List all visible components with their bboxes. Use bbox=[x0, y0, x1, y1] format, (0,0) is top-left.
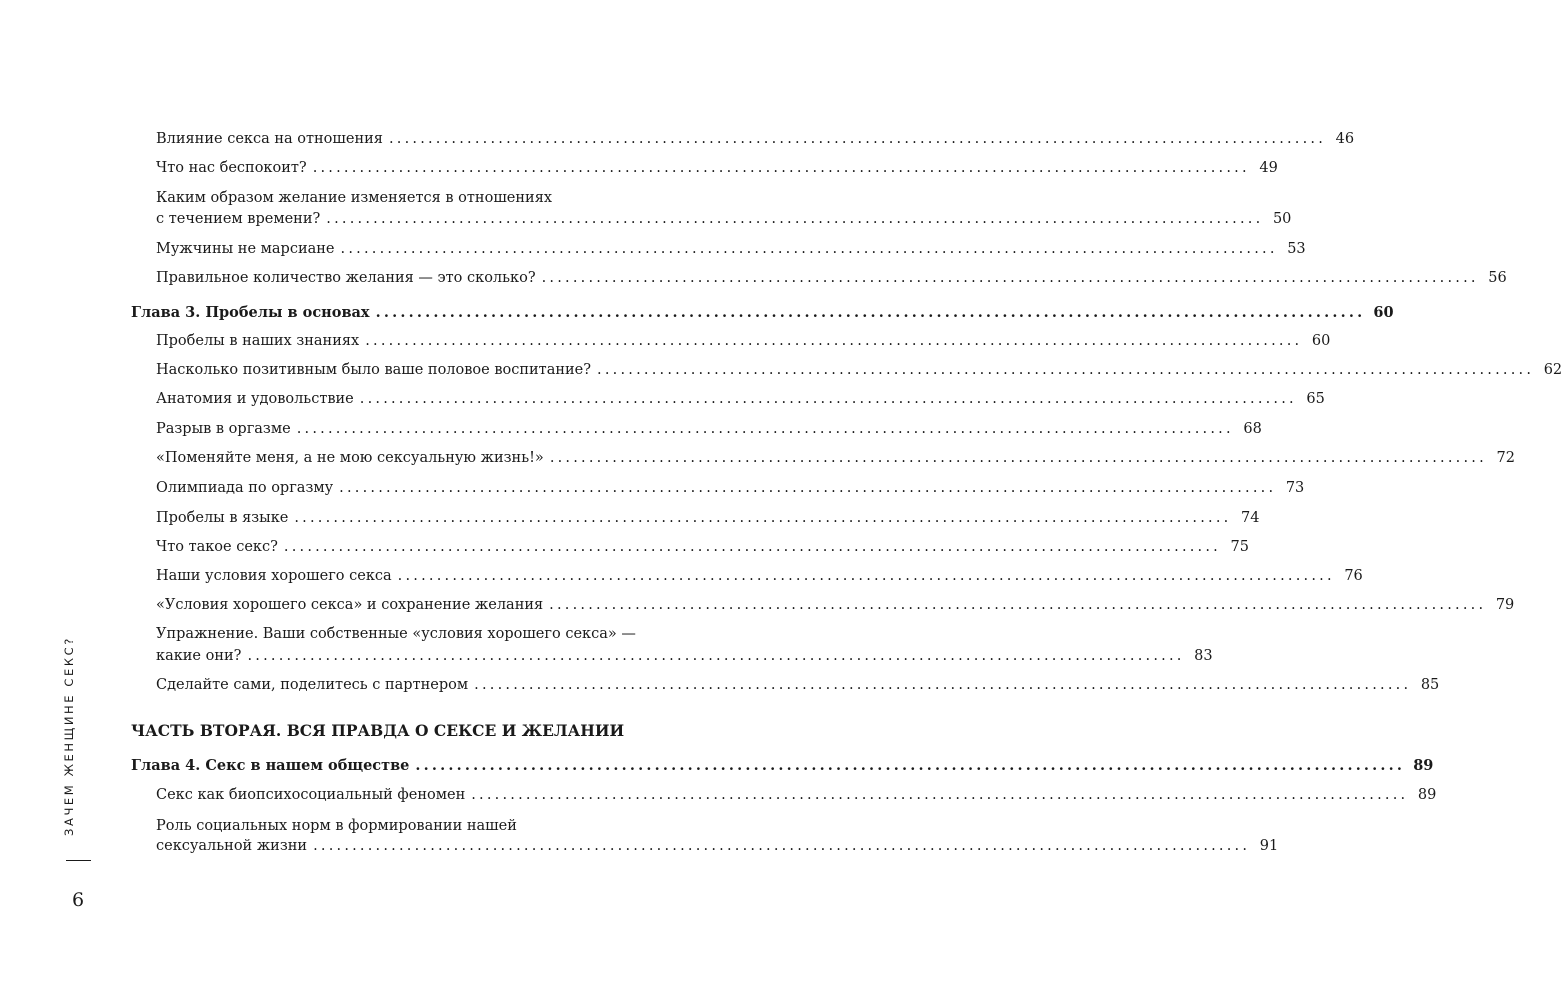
page-number: 6 bbox=[72, 889, 85, 911]
running-head: ЗАЧЕМ ЖЕНЩИНЕ СЕКС? bbox=[62, 635, 76, 836]
toc-entry-page: 72 bbox=[1496, 450, 1515, 466]
toc-entry-page: 68 bbox=[1243, 421, 1262, 437]
dot-leader: ........................................................................................................................ bbox=[597, 362, 1535, 378]
part-heading: ЧАСТЬ ВТОРАЯ. ВСЯ ПРАВДА О СЕКСЕ И ЖЕЛАНИИ bbox=[131, 721, 625, 740]
toc-chapter bbox=[131, 298, 1394, 327]
dot-leader: ........................................................................................................................ bbox=[294, 510, 1232, 526]
dot-leader: ........................................................................................................................ bbox=[471, 787, 1409, 803]
dot-leader: ........................................................................................................................ bbox=[326, 211, 1264, 227]
toc-entry-title: Влияние секса на отношения bbox=[156, 131, 383, 147]
toc-entry-page: 50 bbox=[1272, 211, 1292, 227]
toc-entry bbox=[156, 781, 1437, 810]
dot-leader: ........................................................................................................................ bbox=[375, 304, 1366, 321]
toc-entry-page: 49 bbox=[1259, 160, 1278, 176]
toc-entry-title-line1: Каким образом желание изменяется в отношениях bbox=[156, 190, 553, 206]
toc-entry-title: с течением времени? bbox=[156, 211, 321, 227]
toc-entry-title: Олимпиада по оргазму bbox=[156, 480, 334, 496]
dot-leader: ........................................................................................................................ bbox=[415, 757, 1406, 774]
toc-entry bbox=[156, 235, 1306, 264]
toc-chapter-page: 60 bbox=[1373, 304, 1394, 321]
toc-entry-title: Пробелы в наших знаниях bbox=[156, 333, 360, 349]
toc-entry-title: Секс как биопсихосоциальный феномен bbox=[156, 787, 466, 803]
toc-entry-page: 89 bbox=[1417, 787, 1437, 803]
dot-leader: ........................................................................................................................ bbox=[359, 391, 1297, 407]
toc-entry-page: 85 bbox=[1420, 677, 1440, 693]
toc-entry-page: 46 bbox=[1335, 131, 1355, 147]
toc-entry-page: 62 bbox=[1543, 362, 1562, 378]
toc-entry-title: какие они? bbox=[156, 648, 242, 664]
toc-chapter-title: Глава 4. Секс в нашем обществе bbox=[131, 757, 410, 774]
toc-entry bbox=[156, 562, 1363, 591]
toc-entry-title: Мужчины не марсиане bbox=[156, 241, 335, 257]
toc-entry-title: Наши условия хорошего секса bbox=[156, 568, 392, 584]
toc-entry-page: 56 bbox=[1488, 270, 1507, 286]
toc-entry-page: 65 bbox=[1306, 391, 1325, 407]
toc-chapter-title: Глава 3. Пробелы в основах bbox=[131, 304, 370, 321]
toc-entry-page: 74 bbox=[1241, 510, 1260, 526]
dot-leader: ........................................................................................................................ bbox=[296, 421, 1234, 437]
dot-leader: ........................................................................................................................ bbox=[339, 480, 1277, 496]
dot-leader: ........................................................................................................................ bbox=[541, 270, 1479, 286]
dot-leader: ........................................................................................................................ bbox=[247, 648, 1185, 664]
toc-entry-page: 83 bbox=[1194, 648, 1213, 664]
toc-entry-page: 79 bbox=[1495, 597, 1515, 613]
dot-leader: ........................................................................................................................ bbox=[283, 539, 1221, 555]
toc-entry bbox=[156, 671, 1440, 700]
toc-entry-title: Анатомия и удовольствие bbox=[156, 391, 354, 407]
toc-entry bbox=[156, 264, 1507, 293]
toc-entry-title-line1: Роль социальных норм в формировании нашей bbox=[156, 818, 517, 834]
toc-entry-title: Пробелы в языке bbox=[156, 510, 289, 526]
dot-leader: ........................................................................................................................ bbox=[397, 568, 1335, 584]
toc-entry-title: «Условия хорошего секса» и сохранение желания bbox=[156, 597, 544, 613]
toc-chapter-page: 89 bbox=[1413, 757, 1434, 774]
dot-leader: ........................................................................................................................ bbox=[365, 333, 1303, 349]
toc-entry-title: Правильное количество желания — это сколько? bbox=[156, 270, 536, 286]
toc-entry bbox=[156, 385, 1325, 414]
dot-leader: ........................................................................................................................ bbox=[340, 241, 1278, 257]
toc-entry bbox=[156, 415, 1262, 444]
toc-entry-title-line1: Упражнение. Ваши собственные «условия хорошего секса» — bbox=[156, 626, 636, 642]
toc-entry-title: сексуальной жизни bbox=[156, 838, 308, 854]
toc-entry-page: 75 bbox=[1230, 539, 1249, 555]
toc-entry-page: 91 bbox=[1259, 838, 1279, 854]
running-head-rule bbox=[66, 860, 91, 861]
toc-entry-page: 53 bbox=[1287, 241, 1306, 257]
toc-entry bbox=[156, 474, 1305, 503]
toc-entry bbox=[156, 356, 1562, 385]
toc-entry bbox=[156, 832, 1279, 861]
toc-entry bbox=[156, 504, 1260, 533]
dot-leader: ........................................................................................................................ bbox=[312, 160, 1250, 176]
toc-entry bbox=[156, 327, 1331, 356]
toc-entry bbox=[156, 125, 1355, 154]
toc-entry-page: 60 bbox=[1311, 333, 1331, 349]
toc-entry-title: «Поменяйте меня, а не мою сексуальную жизнь!» bbox=[156, 450, 544, 466]
toc-entry-title: Что такое секс? bbox=[156, 539, 278, 555]
toc-entry-title: Сделайте сами, поделитесь с партнером bbox=[156, 677, 469, 693]
toc-entry bbox=[156, 205, 1292, 234]
dot-leader: ........................................................................................................................ bbox=[474, 677, 1412, 693]
toc-chapter bbox=[131, 751, 1434, 780]
toc-entry bbox=[156, 444, 1515, 473]
toc-entry bbox=[156, 642, 1213, 671]
dot-leader: ........................................................................................................................ bbox=[388, 131, 1327, 147]
toc-entry-page: 76 bbox=[1344, 568, 1363, 584]
toc-entry-title: Насколько позитивным было ваше половое воспитание? bbox=[156, 362, 592, 378]
toc-entry-title: Что нас беспокоит? bbox=[156, 160, 307, 176]
toc-entry-title: Разрыв в оргазме bbox=[156, 421, 291, 437]
dot-leader: ........................................................................................................................ bbox=[313, 838, 1251, 854]
dot-leader: ........................................................................................................................ bbox=[549, 597, 1487, 613]
toc-entry-page: 73 bbox=[1285, 480, 1305, 496]
toc-entry bbox=[156, 533, 1249, 562]
toc-entry bbox=[156, 154, 1278, 183]
toc-entry bbox=[156, 591, 1515, 620]
dot-leader: ........................................................................................................................ bbox=[549, 450, 1487, 466]
